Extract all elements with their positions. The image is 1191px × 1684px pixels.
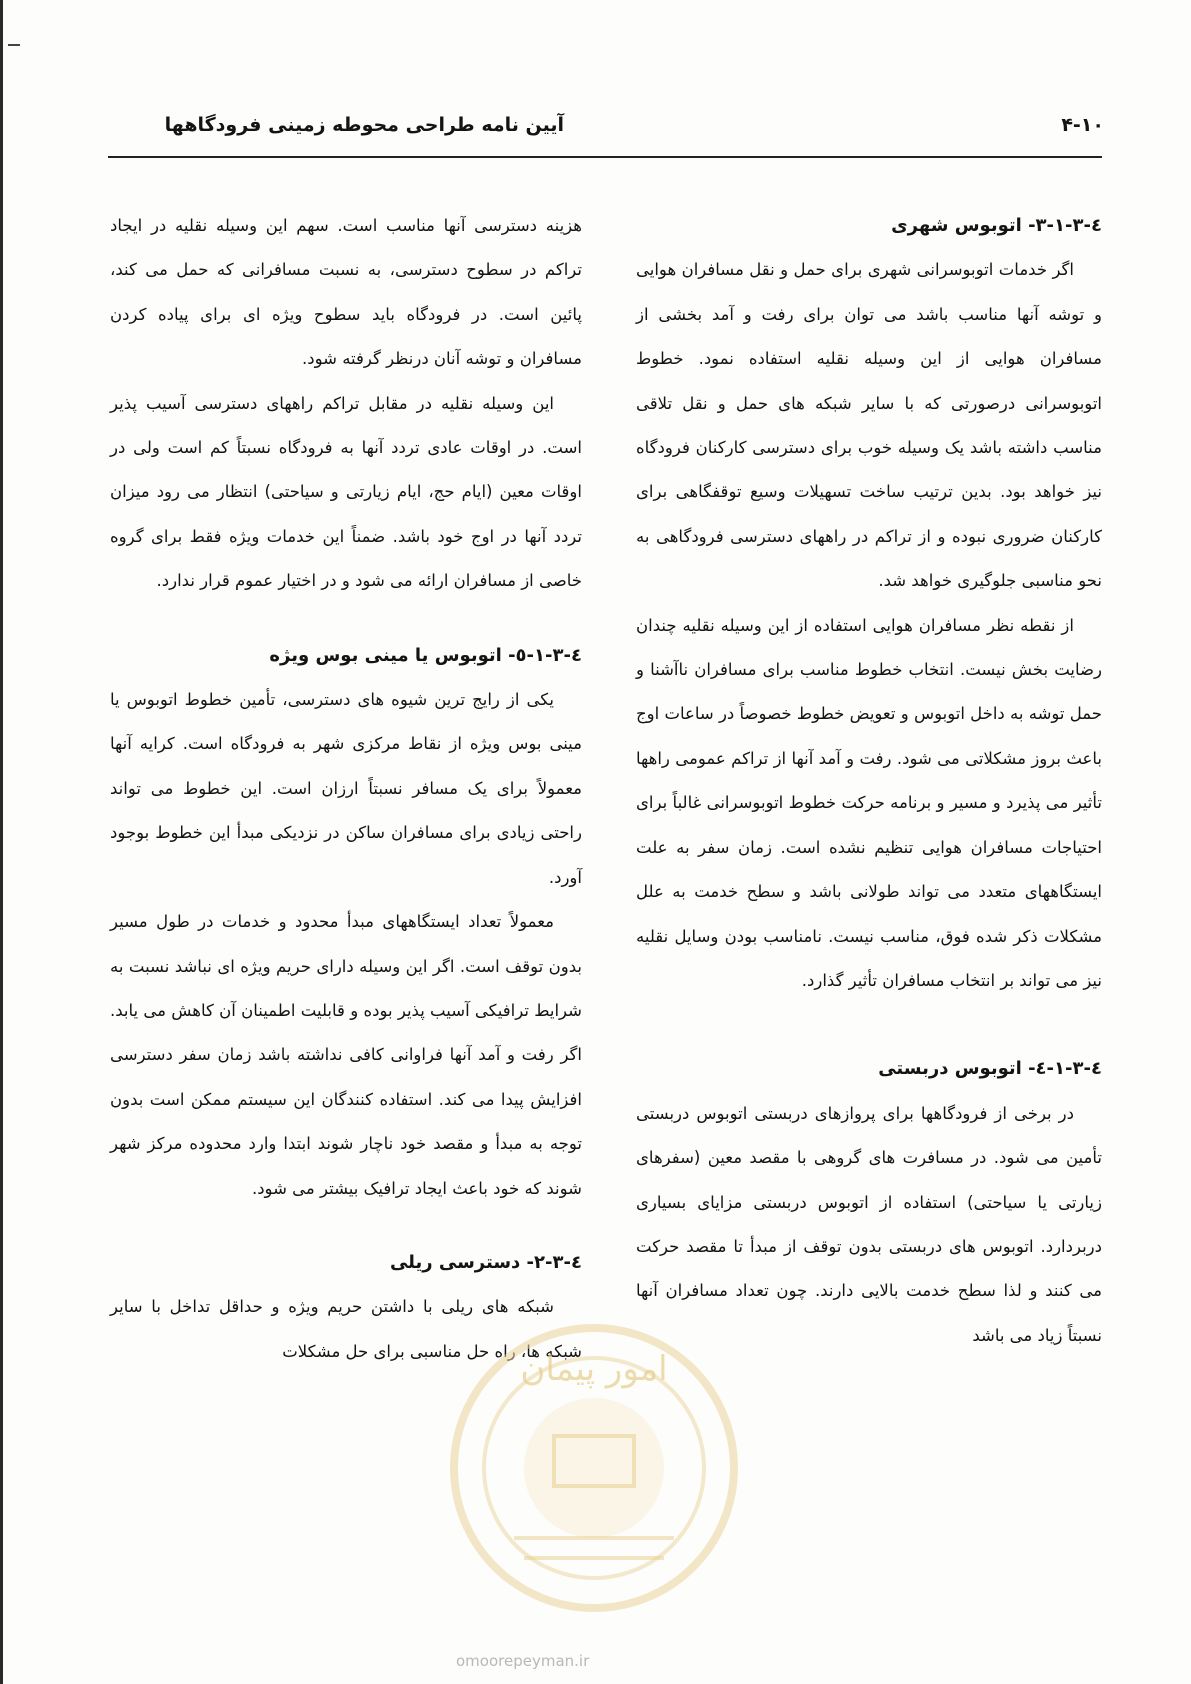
page-edge — [0, 0, 3, 1684]
watermark-url: omoorepeyman.ir — [456, 1652, 590, 1670]
right-column — [636, 204, 1102, 1358]
paragraph: معمولاً تعداد ایستگاههای مبدأ محدود و خدمات در طول مسیر بدون توقف است. اگر این وسیله دارای حریم ویژه ای نباشد نسبت به شرایط ترافیکی آسیب پذیر بوده و قابلیت اطمینان آن کاهش می یابد. اگر رفت و آمد آنها فراوانی کافی نداشته باشد زمان سفر دسترسی افزایش پیدا می کند. استفاده کنندگان این سیستم ممکن است بدون توجه به مبدأ و مقصد خود ناچار شوند ابتدا وارد محدوده مرکز شهر شوند که خود باعث ایجاد ترافیک بیشتر می شود. — [110, 912, 582, 1198]
header-title: آیین نامه طراحی محوطه زمینی فرودگاهها — [164, 114, 564, 136]
left-column — [110, 204, 582, 1374]
paragraph: این وسیله نقلیه در مقابل تراکم راههای دسترسی آسیب پذیر است. در اوقات عادی تردد آنها به فرودگاه نسبتاً کم است ولی در اوقات معین (ایام حج، ایام زیارتی و سیاحتی) انتظار می رود میزان تردد آنها در اوج خود باشد. ضمناً این خدمات ویژه فقط برای گروه خاصی از مسافران ارائه می شود و در اختیار عموم قرار ندارد. — [110, 393, 582, 591]
section-heading-charter-bus: ٤-٣-١-٤- اتوبوس دربستی — [878, 1058, 1102, 1080]
running-header — [112, 114, 1104, 148]
spacer — [636, 1003, 1102, 1047]
paragraph: در برخی از فرودگاهها برای پروازهای دربستی اتوبوس دربستی تأمین می شود. در مسافرت های گروهی با مقصد معین (سفرهای زیارتی یا سیاحتی) استفاده از اتوبوس دربستی مزایای بسیاری دربردارد. اتوبوس های دربستی بدون توقف از مبدأ تا مقصد حرکت می کنند و لذا سطح خدمت بالایی دارند. چون تعداد مسافران آنها نسبتاً زیاد می باشد — [636, 1103, 1102, 1345]
seal-text: امور پیمان — [520, 1349, 668, 1389]
spacer — [110, 1211, 582, 1241]
paragraph: اگر خدمات اتوبوسرانی شهری برای حمل و نقل مسافران هوایی و توشه آنها مناسب باشد می توان برای رفت و آمد بخشی از مسافران هوایی از این وسیله نقلیه استفاده نمود. خطوط اتوبوسرانی درصورتی که با سایر شبکه های حمل و نقل تلاقی مناسب داشته باشد یک وسیله خوب برای دسترسی کارکنان فرودگاه نیز خواهد بود. بدین ترتیب ساخت تسهیلات وسیع توقفگاهی برای کارکنان ضروری نبوده و از تراکم در راههای دسترسی فرودگاهی به نحو مناسبی جلوگیری خواهد شد. — [636, 260, 1102, 591]
section-heading-city-bus: ٤-٣-١-٣- اتوبوس شهری — [891, 215, 1102, 236]
page-number: ۴-۱۰ — [1061, 114, 1104, 136]
section-heading-special-bus: ٤-٣-١-٥- اتوبوس یا مینی بوس ویژه — [269, 644, 582, 666]
section-heading-rail-access: ٤-٣-٢- دسترسی ریلی — [389, 1251, 582, 1273]
paragraph: از نقطه نظر مسافران هوایی استفاده از این وسیله نقلیه چندان رضایت بخش نیست. انتخاب خطوط مناسب برای مسافران ناآشنا و حمل توشه به داخل اتوبوس و تعویض خطوط خصوصاً در ساعات اوج باعث بروز مشکلاتی می شود. رفت و آمد آنها از تراکم عمومی راهها تأثیر می پذیرد و مسیر و برنامه حرکت خطوط اتوبوسرانی غالباً برای احتیاجات مسافران هوایی تنظیم نشده است. زمان سفر به علت ایستگاههای متعدد می تواند طولانی باشد و سطح خدمت به علل مشکلات ذکر شده فوق، مناسب نیست. نامناسب بودن وسایل نقلیه نیز می تواند بر انتخاب مسافران تأثیر گذارد. — [636, 615, 1102, 990]
paragraph: یکی از رایج ترین شیوه های دسترسی، تأمین خطوط اتوبوس یا مینی بوس ویژه از نقاط مرکزی شهر به فرودگاه است. کرایه آنها معمولاً برای یک مسافر نسبتاً ارزان است. این خطوط می تواند راحتی زیادی برای مسافران ساکن در نزدیکی مبدأ این خطوط بوجود آورد. — [110, 690, 582, 887]
paragraph: هزینه دسترسی آنها مناسب است. سهم این وسیله نقلیه در ایجاد تراکم در سطوح دسترسی، به نسبت مسافرانی که حمل می کند، پائین است. در فرودگاه باید سطوح ویژه ای برای پیاده کردن مسافران و توشه آنان درنظر گرفته شود. — [110, 216, 582, 369]
edge-mark — [8, 44, 20, 46]
spacer — [110, 604, 582, 634]
header-rule — [108, 156, 1102, 158]
paragraph: شبکه های ریلی با داشتن حریم ویژه و حداقل تداخل با سایر شبکه ها، راه حل مناسبی برای حل مشکلات — [110, 1297, 582, 1361]
